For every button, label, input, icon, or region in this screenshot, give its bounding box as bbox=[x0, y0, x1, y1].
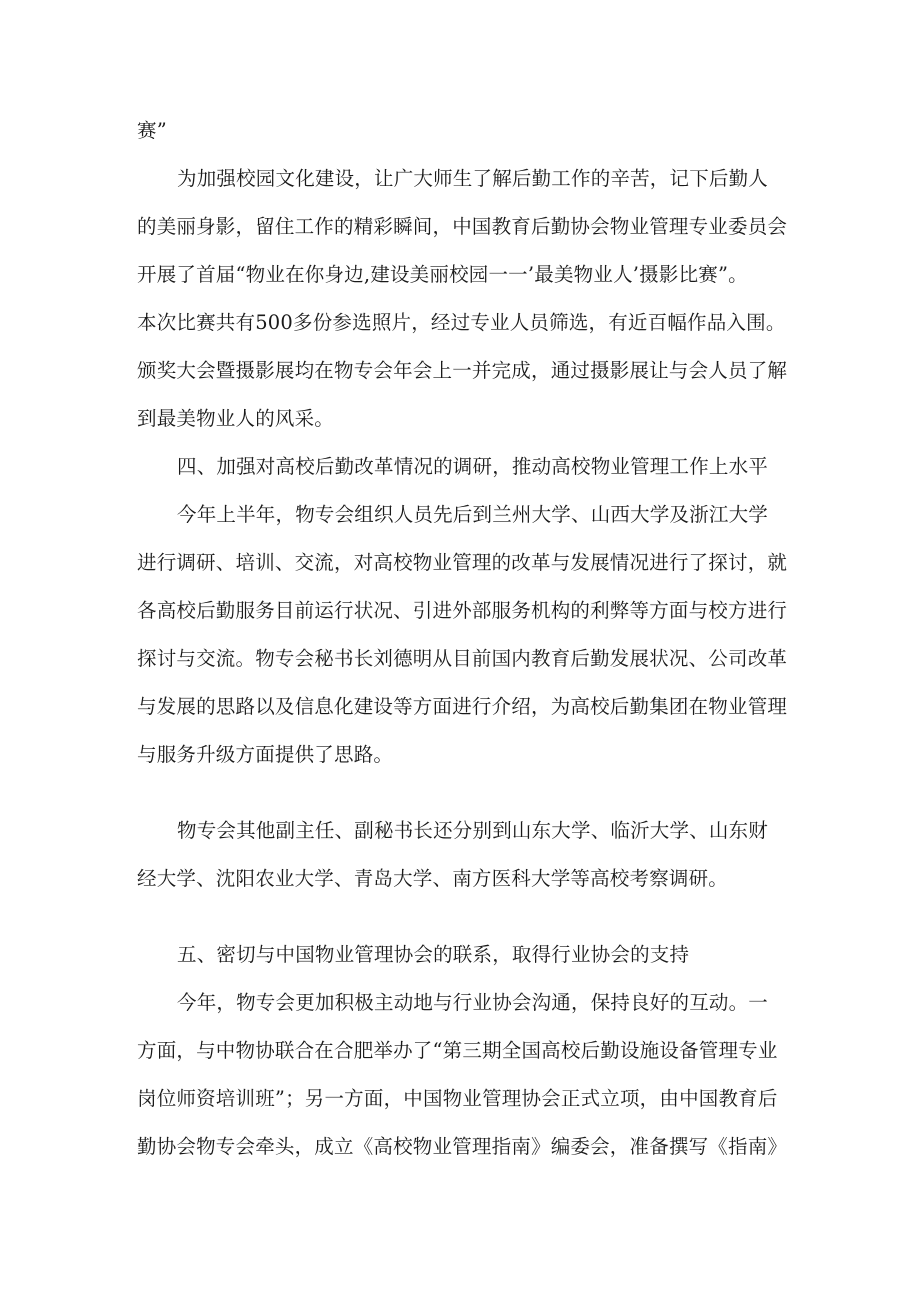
text-line-13: 与发展的思路以及信息化建设等方面进行介绍，为高校后勤集团在物业管理 bbox=[137, 695, 788, 718]
section-heading-5: 五、密切与中国物业管理协会的联系，取得行业协会的支持 bbox=[177, 943, 690, 966]
text-line-4: 开展了首届“物业在你身边,建设美丽校园一一’最美物业人’摄影比赛”。 bbox=[137, 263, 748, 286]
text-line-16: 经大学、沈阳农业大学、青岛大学、南方医科大学等高校考察调研。 bbox=[137, 867, 729, 890]
text-line-20: 岗位师资培训班”；另一方面，中国物业管理协会正式立项，由中国教育后 bbox=[137, 1087, 778, 1110]
section-heading-4: 四、加强对高校后勤改革情况的调研，推动高校物业管理工作上水平 bbox=[177, 455, 769, 478]
text-line-5: 本次比赛共有500多份参选照片，经过专业人员筛选，有近百幅作品入围。 bbox=[137, 311, 786, 334]
text-line-18: 今年，物专会更加积极主动地与行业协会沟通，保持良好的互动。一 bbox=[177, 991, 769, 1014]
text-line-2: 为加强校园文化建设，让广大师生了解后勤工作的辛苦，记下后勤人 bbox=[177, 167, 769, 190]
text-line-14: 与服务升级方面提供了思路。 bbox=[137, 743, 394, 766]
text-line-6: 颁奖大会暨摄影展均在物专会年会上一并完成，通过摄影展让与会人员了解 bbox=[137, 359, 788, 382]
text-line-12: 探讨与交流。物专会秘书长刘德明从目前国内教育后勤发展状况、公司改革 bbox=[137, 647, 788, 670]
text-line-3: 的美丽身影，留住工作的精彩瞬间，中国教育后勤协会物业管理专业委员会 bbox=[137, 215, 788, 238]
text-line-1: 赛” bbox=[137, 119, 167, 142]
text-line-11: 各高校后勤服务目前运行状况、引进外部服务机构的利弊等方面与校方进行 bbox=[137, 599, 788, 622]
text-line-19: 方面，与中物协联合在合肥举办了“第三期全国高校后勤设施设备管理专业 bbox=[137, 1039, 778, 1062]
text-line-15: 物专会其他副主任、副秘书长还分别到山东大学、临沂大学、山东财 bbox=[177, 819, 769, 842]
text-line-10: 进行调研、培训、交流，对高校物业管理的改革与发展情况进行了探讨，就 bbox=[137, 551, 788, 574]
text-line-7: 到最美物业人的风采。 bbox=[137, 407, 335, 430]
text-line-21: 勤协会物专会牵头，成立《高校物业管理指南》编委会，准备撰写《指南》 bbox=[137, 1135, 788, 1158]
text-line-9: 今年上半年，物专会组织人员先后到兰州大学、山西大学及浙江大学 bbox=[177, 503, 769, 526]
